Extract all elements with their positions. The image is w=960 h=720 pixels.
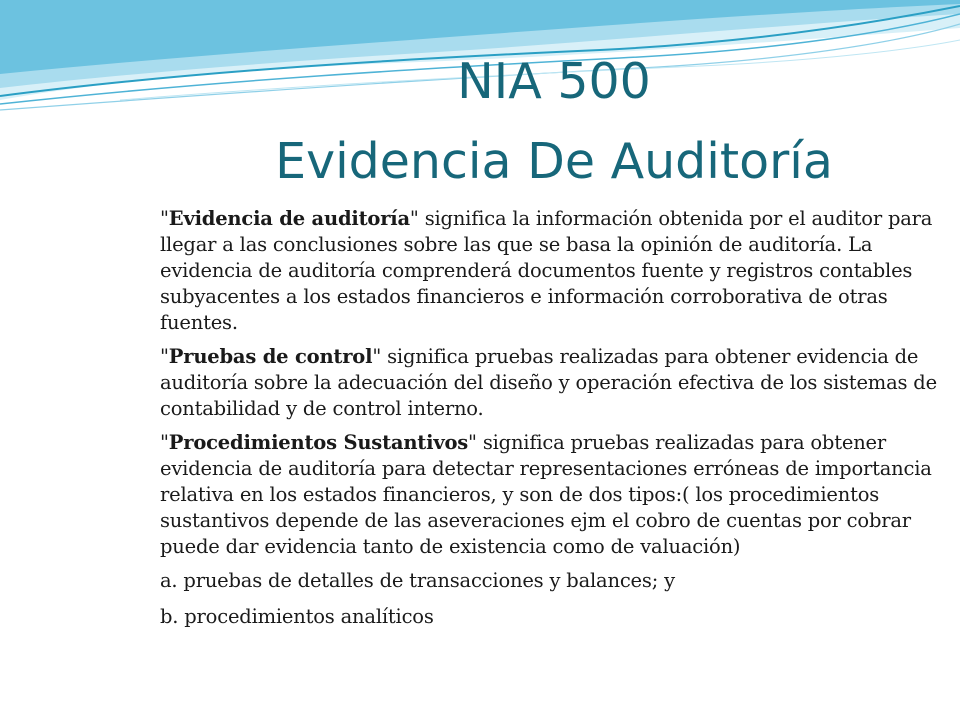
close-quote: " xyxy=(409,207,419,230)
definition-paragraph-evidencia xyxy=(160,206,950,336)
list-item-b: b. procedimientos analíticos xyxy=(160,605,434,628)
open-quote: " xyxy=(160,431,169,454)
open-quote: " xyxy=(160,207,169,230)
close-quote: " xyxy=(372,345,382,368)
slide-title-line-1: NIA 500 xyxy=(457,53,651,110)
definition-text: significa la información obtenida por el auditor para llegar a las conclusiones sobre las que se basa la opinión de auditoría. La evidencia de auditoría comprenderá documentos fuente y registros contables subyacentes a los estados financieros e información corroborativa de otras fuentes. xyxy=(160,207,933,334)
definition-text: significa pruebas realizadas para obtener evidencia de auditoría sobre la adecuación del diseño y operación efectiva de los sistemas de contabilidad y de control interno. xyxy=(160,345,937,420)
definition-paragraph-procedimientos xyxy=(160,430,950,560)
slide-title-line-2: Evidencia De Auditoría xyxy=(275,133,833,190)
term-procedimientos-sustantivos: Procedimientos Sustantivos xyxy=(168,431,469,454)
list-item-a: a. pruebas de detalles de transacciones y balances; y xyxy=(160,569,675,592)
slide-body xyxy=(160,206,950,640)
definition-text: significa pruebas realizadas para obtener evidencia de auditoría para detectar representaciones erróneas de importancia relativa en los estados financieros, y son de dos tipos:( los procedimientos sustantivos depende de las aseveraciones ejm el cobro de cuentas por cobrar puede dar evidencia tanto de existencia como de valuación) xyxy=(160,431,932,558)
open-quote: " xyxy=(160,345,169,368)
term-evidencia-de-auditoria: Evidencia de auditoría xyxy=(168,207,410,230)
term-pruebas-de-control: Pruebas de control xyxy=(168,345,373,368)
definition-paragraph-pruebas xyxy=(160,344,950,422)
close-quote: " xyxy=(468,431,477,454)
